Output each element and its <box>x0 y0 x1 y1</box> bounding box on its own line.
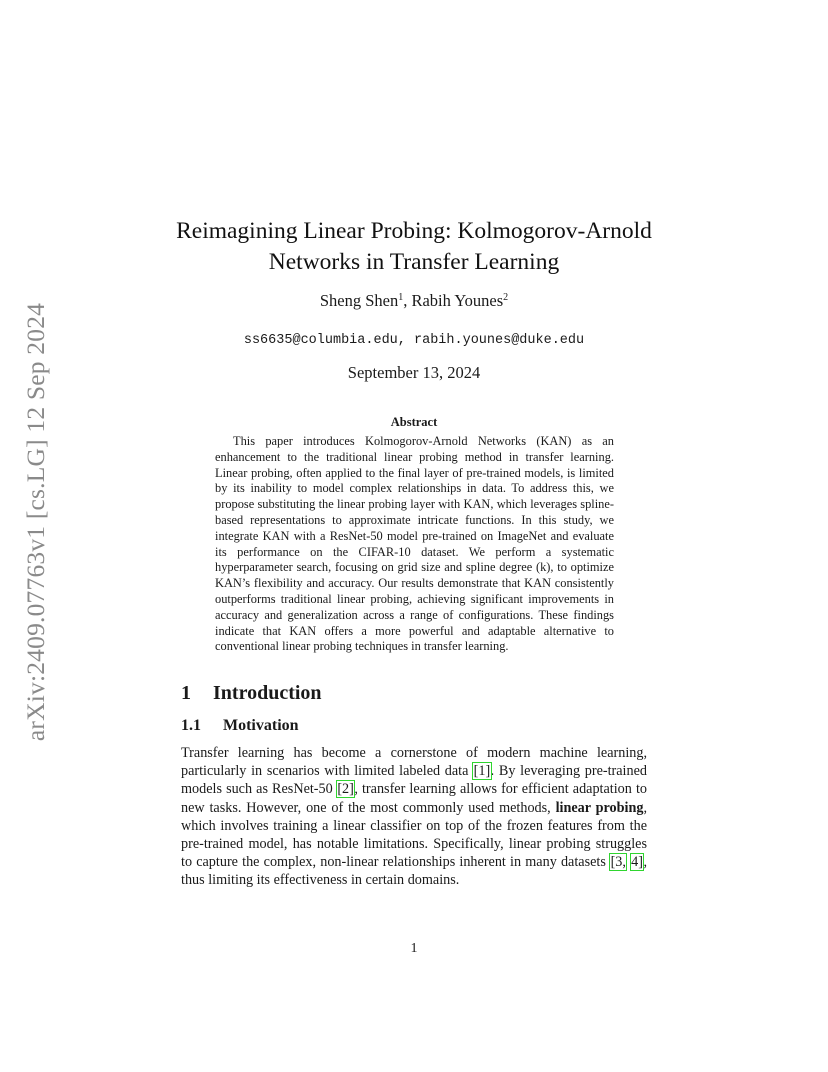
title-line-1: Reimagining Linear Probing: Kolmogorov-Arnold <box>176 218 652 244</box>
body-text-run: Transfer learning has become a cornerstone of modern machine learning, particularly in scenarios with limited labeled data <box>181 745 647 780</box>
author-affiliation-mark: 1 <box>398 292 404 303</box>
section-heading <box>181 680 322 706</box>
author-affiliation-mark: 2 <box>503 292 509 303</box>
subsection-number: 1.1 <box>181 717 201 734</box>
abstract-heading: Abstract <box>390 415 438 429</box>
body-text-run: , which involves training a linear classifier on top of the frozen features from the pre-trained model, has notable limitations. Specifically, linear probing struggles to capture the complex, non-linear relationships inherent in many datasets <box>181 799 648 871</box>
citation-link[interactable]: 4] <box>631 854 643 871</box>
paper-date: September 13, 2024 <box>347 363 481 382</box>
body-text-run: , thus limiting its effectiveness in certain domains. <box>181 854 647 889</box>
arxiv-identifier-stamp[interactable]: arXiv:2409.07763v1 [cs.LG] 12 Sep 2024 <box>21 302 50 742</box>
author-separator: , <box>403 291 412 310</box>
author-name: Rabih Younes <box>411 291 504 310</box>
citation-link[interactable]: [3, <box>610 854 626 871</box>
emphasis-term: linear probing <box>555 799 644 816</box>
body-text-run: . By leveraging pre-trained models such as ResNet-50 <box>181 763 647 798</box>
paper-title <box>160 216 668 278</box>
citation-link[interactable]: [2] <box>337 781 354 798</box>
citation-link[interactable]: [1] <box>473 763 491 780</box>
page-number: 1 <box>410 941 418 956</box>
abstract-text: This paper introduces Kolmogorov-Arnold Networks (KAN) as an enhancement to the traditional linear probing method in transfer learning. Linear probing, often applied to the final layer of pre-trained models, is limited by its inability to model complex relationships in data. To address this, we propose substituting the linear probing layer with KAN, which leverages spline-based representations to approximate intricate functions. In this study, we integrate KAN with a ResNet-50 model pre-trained on ImageNet and evaluate its performance on the CIFAR-10 dataset. We perform a systematic hyperparameter search, focusing on grid size and spline degree (k), to optimize KAN’s flexibility and accuracy. Our results demonstrate that KAN consistently outperforms traditional linear probing, achieving significant improvements in accuracy and generalization across a range of configurations. These findings indicate that KAN offers a more powerful and adaptable alternative to conventional linear probing techniques in transfer learning. <box>215 434 614 654</box>
subsection-title: Motivation <box>223 717 299 734</box>
section-title: Introduction <box>213 682 322 704</box>
body-paragraph <box>181 744 647 890</box>
body-text-run: , transfer learning allows for efficient adaptation to new tasks. However, one of the most commonly used methods, <box>181 781 647 816</box>
title-line-2: Networks in Transfer Learning <box>268 249 560 275</box>
author-list <box>160 290 668 312</box>
author-emails: ss6635@columbia.edu, rabih.younes@duke.edu <box>243 333 585 348</box>
section-number: 1 <box>181 682 191 704</box>
author-name: Sheng Shen <box>319 291 399 310</box>
subsection-heading <box>181 715 299 737</box>
